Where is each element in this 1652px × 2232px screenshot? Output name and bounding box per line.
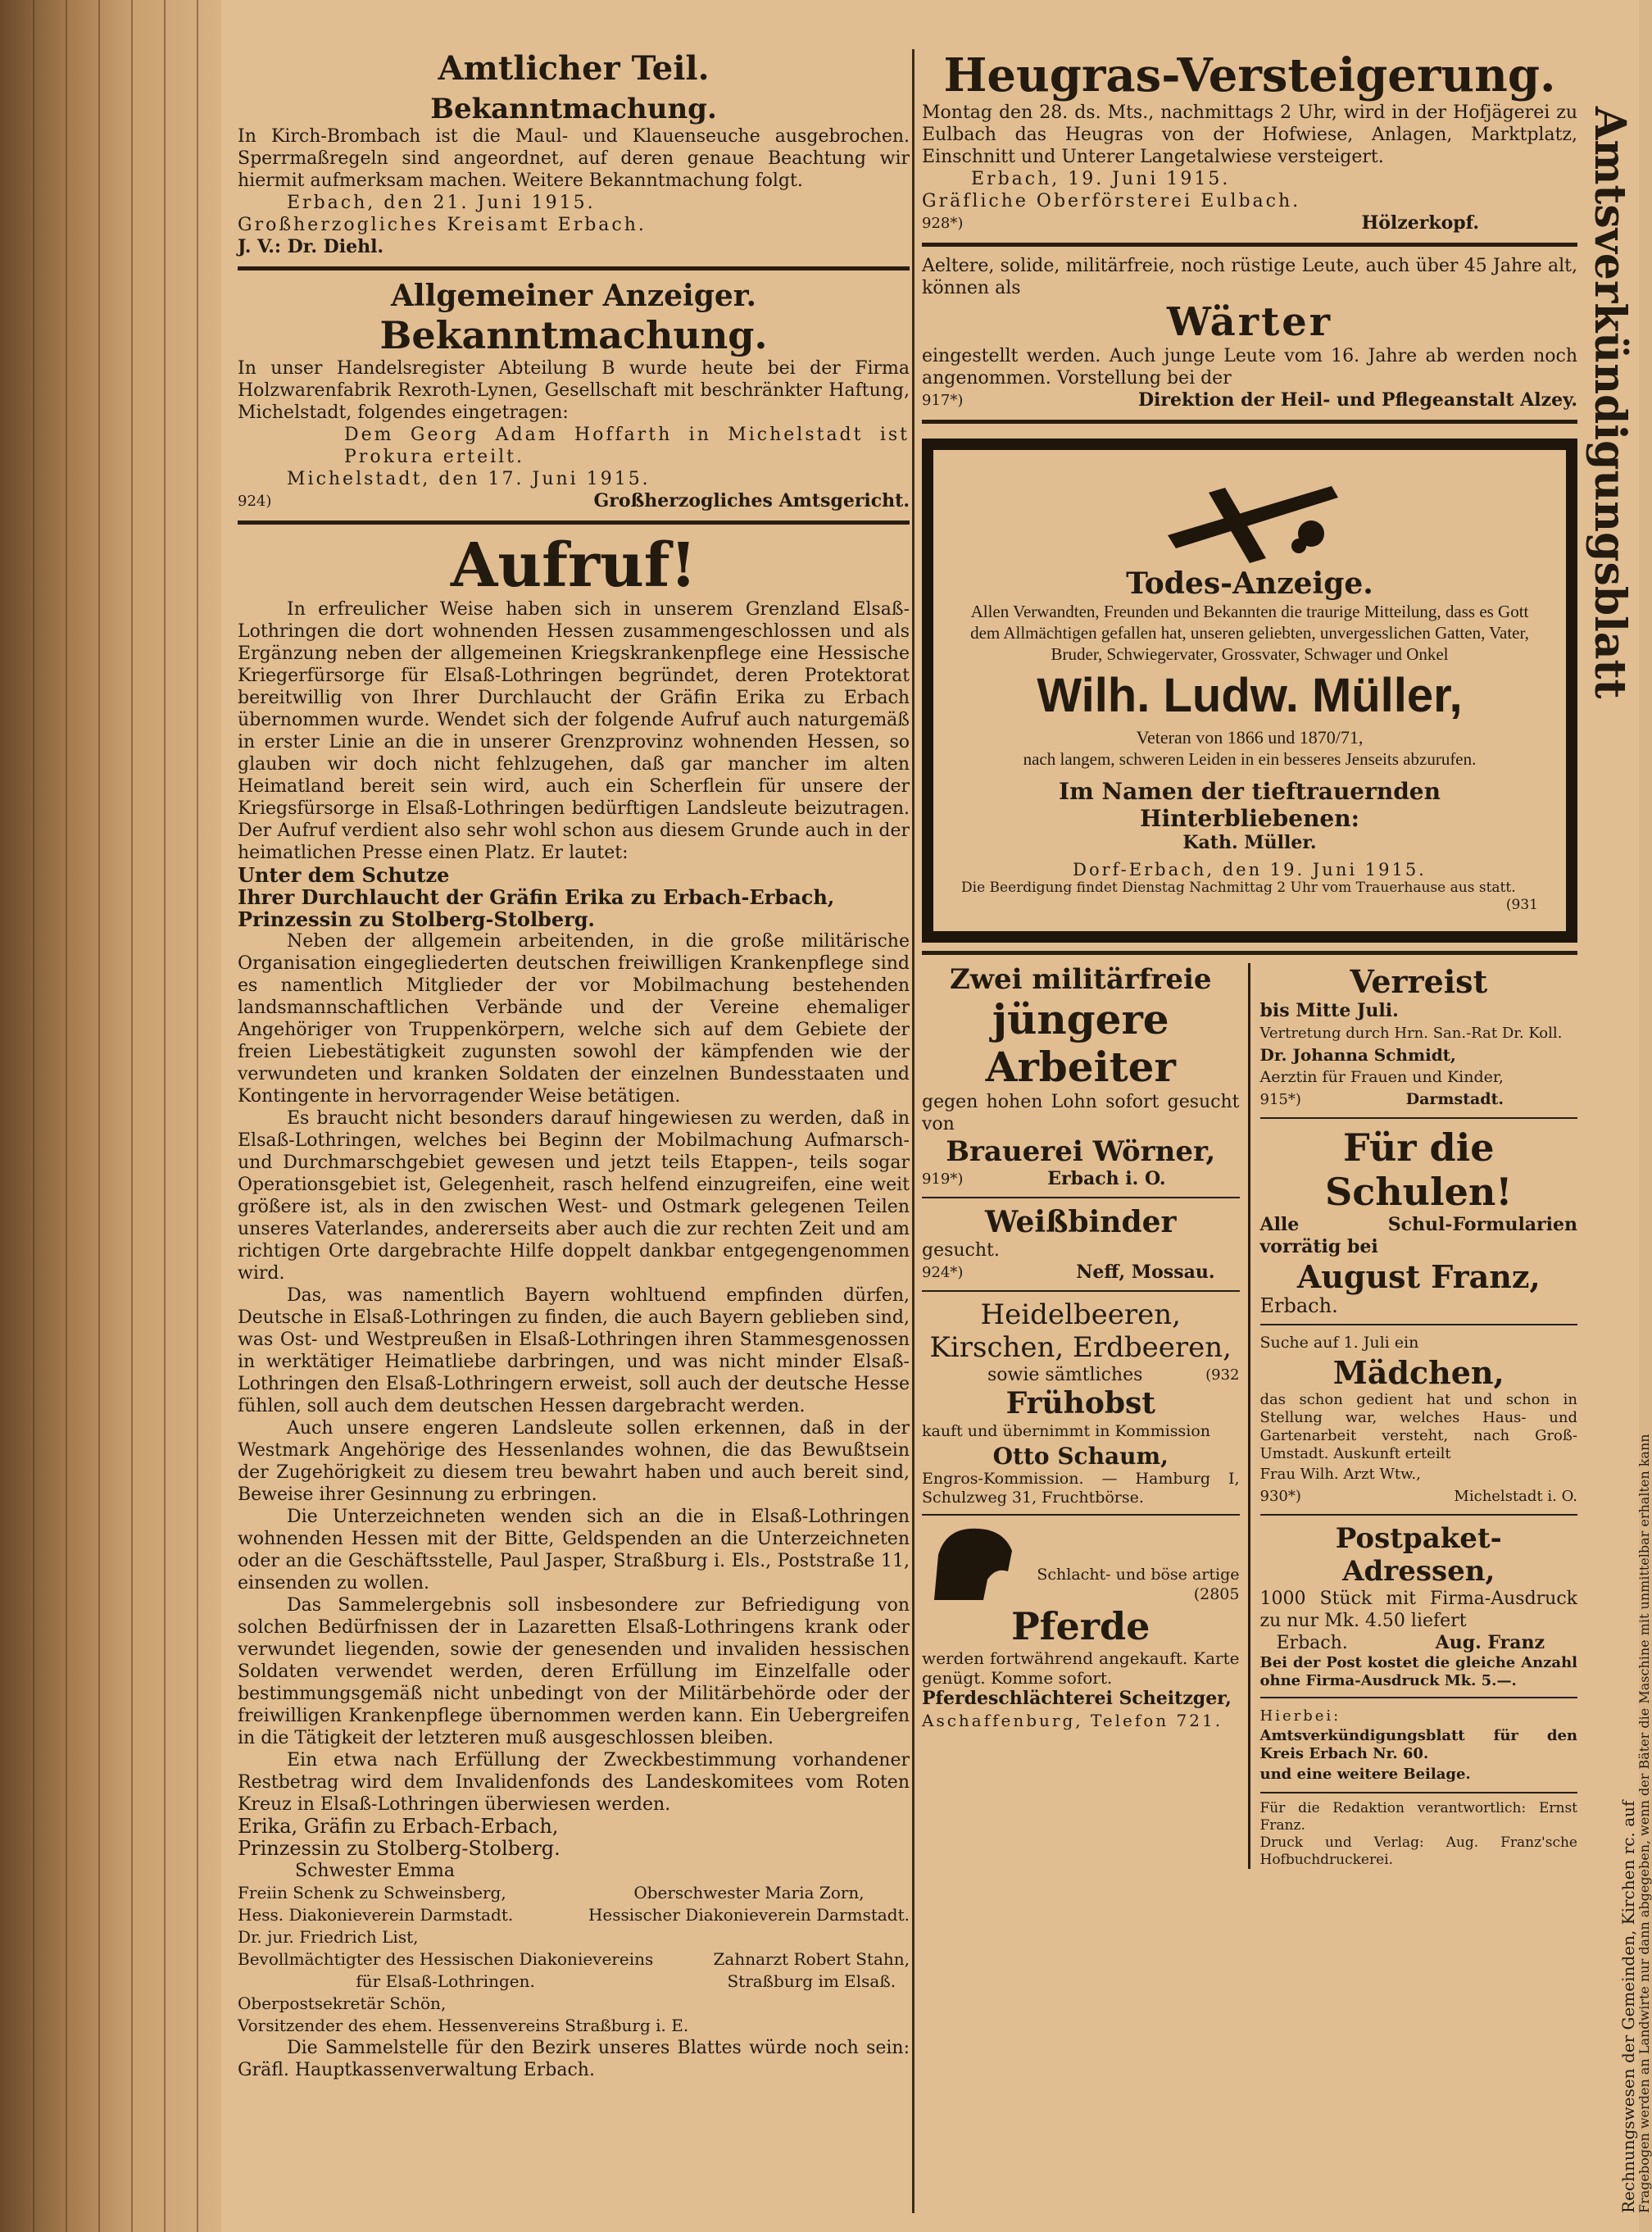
verreist-name: Dr. Johanna Schmidt, bbox=[1259, 1045, 1456, 1065]
aufruf-subheading-1: Unter dem Schutze bbox=[238, 863, 450, 887]
next-page-strip bbox=[1585, 98, 1652, 2230]
heugras-heading: Heugras-Versteigerung. bbox=[943, 48, 1556, 102]
hierbei-text2: und eine weitere Beilage. bbox=[1259, 1766, 1471, 1783]
ad-rule bbox=[922, 1197, 1240, 1198]
signature-schoen-role: Vorsitzender des ehem. Hessenvereins Straßburg i. E. bbox=[238, 2016, 689, 2035]
ad-rule bbox=[922, 1290, 1240, 1292]
ad-rule bbox=[1260, 1324, 1578, 1325]
bekanntmachung2-heading: Bekanntmachung. bbox=[379, 313, 768, 357]
maedchen-number: 930*) bbox=[1259, 1488, 1301, 1505]
schulen-heading: Für die Schulen! bbox=[1325, 1125, 1513, 1214]
pferde-intro: Schlacht- und böse artige bbox=[1037, 1566, 1240, 1584]
bekanntmachung1-place: Erbach, den 21. Juni 1915. bbox=[287, 193, 596, 213]
heidel-heading3: Frühobst bbox=[1005, 1386, 1155, 1421]
heidel-text: sowie sämtliches bbox=[987, 1365, 1143, 1385]
schulen-text: Alle Schul-Formularien vorrätig bei bbox=[1259, 1214, 1577, 1257]
heidel-text2: kauft und übernimmt in Kommission bbox=[922, 1422, 1211, 1440]
vertical-note: Rechnungswesen der Gemeinden, Kirchen rc. auf bbox=[1618, 1800, 1638, 2213]
bekanntmachung2-text2: Dem Georg Adam Hoffarth in Michelstadt ist Prokura erteilt. bbox=[344, 425, 910, 467]
weissbinder-text: gesucht. bbox=[922, 1240, 1000, 1261]
todesanzeige-box bbox=[922, 439, 1577, 943]
pferde-address: Aschaffenburg, Telefon 721. bbox=[922, 1711, 1223, 1730]
book-binding bbox=[0, 0, 221, 2232]
heugras-place: Erbach, 19. Juni 1915. bbox=[971, 169, 1231, 189]
arbeiter-place: Erbach i. O. bbox=[1047, 1168, 1166, 1189]
waerter-text: eingestellt werden. Auch junge Leute vom 16. Jahre ab werden noch angenommen. Vorstellung bei der bbox=[922, 346, 1577, 389]
horse-head-icon bbox=[922, 1522, 1020, 1604]
arbeiter-intro: Zwei militärfreie bbox=[949, 963, 1212, 996]
signature-zorn-org: Hessischer Diakonieverein Darmstadt. bbox=[588, 1905, 910, 1925]
bekanntmachung2-text: In unser Handelsregister Abteilung B wurde heute bei der Firma Holzwarenfabrik Rexroth-Lynen, Gesellschaft mit beschränkter Haftung, Michelstadt, folgendes eingetragen: bbox=[238, 358, 910, 423]
todesanzeige-veteran: Veteran von 1866 und 1870/71, bbox=[1136, 727, 1364, 748]
weissbinder-heading: Weißbinder bbox=[985, 1205, 1177, 1239]
weissbinder-number: 924*) bbox=[922, 1264, 964, 1281]
deceased-name: Wilh. Ludw. Müller, bbox=[1037, 669, 1463, 722]
arbeiter-firm: Brauerei Wörner, bbox=[946, 1135, 1216, 1168]
verreist-heading: Verreist bbox=[1350, 963, 1488, 1000]
pferde-number: (2805 bbox=[1193, 1585, 1240, 1603]
todesanzeige-heading: Todes-Anzeige. bbox=[1126, 566, 1373, 601]
heugras-signature: Hölzerkopf. bbox=[1361, 212, 1479, 234]
section-rule bbox=[922, 420, 1577, 424]
arbeiter-heading: jüngere Arbeiter bbox=[985, 995, 1176, 1091]
aufruf-paragraph-8: Ein etwa nach Erfüllung der Zweckbestimmung vorhandener Restbetrag wird dem Invalidenfonds des Landeskomitees vom Roten Kreuz in Elsaß-Lothringen überwiesen werden. bbox=[238, 1750, 910, 1815]
druck-line: Druck und Verlag: Aug. Franz'sche Hofbuchdruckerei. bbox=[1259, 1834, 1577, 1868]
signature-schoen: Oberpostsekretär Schön, bbox=[238, 1993, 447, 2013]
verreist-role: Aerztin für Frauen und Kinder, bbox=[1259, 1068, 1504, 1086]
verreist-date: bis Mitte Juli. bbox=[1259, 1000, 1399, 1021]
bekanntmachung1-authority: Großherzogliches Kreisamt Erbach. bbox=[238, 215, 647, 235]
section-rule bbox=[238, 266, 910, 270]
bekanntmachung2-place: Michelstadt, den 17. Juni 1915. bbox=[287, 469, 651, 489]
signature-schenk: Freiin Schenk zu Schweinsberg, bbox=[238, 1883, 506, 1902]
ad-rule bbox=[1260, 1697, 1578, 1698]
verreist-number: 915*) bbox=[1259, 1091, 1301, 1108]
todesanzeige-namen: Im Namen der tieftrauernden Hinterbliebenen: bbox=[1059, 778, 1441, 832]
bekanntmachung2-signature: Großherzogliches Amtsgericht. bbox=[593, 490, 910, 511]
todesanzeige-number: (931 bbox=[1505, 897, 1538, 913]
ad-rule bbox=[1260, 1514, 1578, 1516]
signature-erika: Erika, Gräfin zu Erbach-Erbach, bbox=[238, 1815, 559, 1838]
postpaket-place: Erbach. bbox=[1276, 1633, 1348, 1653]
waerter-intro: Aeltere, solide, militärfreie, noch rüstige Leute, auch über 45 Jahre alt, können als bbox=[922, 256, 1577, 298]
aufruf-paragraph-1: In erfreulicher Weise haben sich in unserem Grenzland Elsaß-Lothringen die dort wohnenden Hessen zusammengeschlossen und als Ergänzung neben der allgemeinen Kriegskrankenpflege eine Hessische Kriegerfürsorge für Elsaß-Lothringen begründet, deren Protektorat bereitwillig von Ihrer Durchlaucht der Gräfin Erika zu Erbach übernommen wurde. Wendet sich der folgende Aufruf auch naturgemäß in erster Linie an die in unserer Grenzprovinz wohnenden Hessen, so glauben wir doch nicht fehlzugehen, daß gar mancher im alten Heimatland bereit sein wird, auch ein Scherflein für unsere der Kriegsfürsorge in Elsaß-Lothringen bedürftigen Landsleute beizutragen. Der Aufruf verdient also sehr wohl schon aus diesem Grunde auch in der heimatlichen Presse einen Platz. Er lautet: bbox=[238, 599, 910, 863]
arbeiter-number: 919*) bbox=[922, 1171, 964, 1188]
aufruf-paragraph-6: Die Unterzeichneten wenden sich an die in Elsaß-Lothringen wohnenden Hessen mit der Bitte, Geldspenden an die Unterzeichneten oder an die Geschäftsstelle, Paul Jasper, Straßburg i. Els., Poststraße 11, einsenden zu wollen. bbox=[238, 1507, 910, 1593]
pferde-text: werden fortwährend angekauft. Karte genügt. Komme sofort. bbox=[922, 1648, 1240, 1688]
todesanzeige-text: Allen Verwandten, Freunden und Bekannten die traurige Mitteilung, dass es Gott dem Allmächtigen gefallen hat, unseren geliebten, unvergesslichen Gatten, Vater, Bruder, Schwiegervater, Grossvater, Schwager und Onkel bbox=[970, 602, 1529, 664]
bekanntmachung2-number: 924) bbox=[238, 493, 272, 510]
ad-rule bbox=[1260, 1117, 1578, 1119]
maedchen-signature: Frau Wilh. Arzt Wtw., bbox=[1259, 1466, 1421, 1483]
heidel-heading2: Kirschen, Erdbeeren, bbox=[929, 1331, 1232, 1364]
waerter-number: 917*) bbox=[922, 392, 964, 409]
signature-list: Dr. jur. Friedrich List, bbox=[238, 1927, 419, 1947]
aufruf-heading: Aufruf! bbox=[450, 530, 697, 601]
section-rule bbox=[238, 520, 910, 525]
maedchen-intro: Suche auf 1. Juli ein bbox=[1259, 1334, 1419, 1352]
hierbei-text: Amtsverkündigungsblatt für den Kreis Erbach Nr. 60. bbox=[1259, 1727, 1577, 1762]
column-divider bbox=[912, 49, 914, 2213]
cross-icon bbox=[1143, 476, 1356, 566]
heidel-address: Engros-Kommission. — Hamburg I, Schulzweg 31, Fruchtbörse. bbox=[922, 1470, 1240, 1507]
maedchen-heading: Mädchen, bbox=[1332, 1354, 1504, 1391]
section-rule bbox=[922, 951, 1577, 955]
vertical-note-2: Fragebogen werden an Landwirte nur dann abgegeben, wenn der Bäter die Maschine mit unmittelbar erhalten kann bbox=[1636, 1434, 1652, 2213]
amtlicher-heading: Amtlicher Teil. bbox=[438, 49, 710, 88]
schulen-place: Erbach. bbox=[1259, 1294, 1338, 1317]
small-ads-grid bbox=[922, 963, 1577, 1869]
maedchen-text: das schon gedient hat und schon in Stellung war, welches Haus- und Gartenarbeit versteht, nach Groß-Umstadt. Auskunft erteilt bbox=[1259, 1391, 1577, 1462]
aufruf-paragraph-4: Das, was namentlich Bayern wohltuend empfinden dürfen, Deutsche in Elsaß-Lothringen zu finden, die auch Bayern geblieben sind, was Ost- und Westpreußen in Elsaß-Lothringen ihren Stammesgenossen in werktätiger Heimatliebe darbringen, und was nicht minder Elsaß-Lothringen den Elsaß-Lothringern erweist, soll auch der deutsche Hesse fühlen, soll auch dem deutschen Hessen dargebracht werden. bbox=[238, 1285, 910, 1416]
small-ads-right bbox=[1250, 963, 1578, 1869]
bekanntmachung1-signature: J. V.: Dr. Diehl. bbox=[238, 236, 384, 257]
postpaket-heading: Postpaket-Adressen, bbox=[1335, 1522, 1502, 1588]
verreist-text: Vertretung durch Hrn. San.-Rat Dr. Koll. bbox=[1259, 1025, 1563, 1042]
signature-emma: Schwester Emma bbox=[295, 1861, 455, 1881]
verreist-place: Darmstadt. bbox=[1405, 1090, 1504, 1108]
aufruf-closing: Die Sammelstelle für den Bezirk unseres Blattes würde noch sein: Gräfl. Hauptkassenverwaltung Erbach. bbox=[238, 2038, 910, 2080]
signature-stahn: Zahnarzt Robert Stahn, bbox=[713, 1949, 910, 1969]
left-column bbox=[238, 49, 910, 2081]
pferde-firm: Pferdeschlächterei Scheitzger, bbox=[922, 1688, 1232, 1709]
heidel-heading: Heidelbeeren, bbox=[980, 1298, 1181, 1331]
arbeiter-text: gegen hohen Lohn sofort gesucht von bbox=[922, 1092, 1240, 1134]
todesanzeige-text2: nach langem, schweren Leiden in ein besseres Jenseits abzurufen. bbox=[1023, 749, 1477, 769]
waerter-signature: Direktion der Heil- und Pflegeanstalt Alzey. bbox=[1137, 389, 1577, 411]
small-ads-left bbox=[922, 963, 1250, 1869]
postpaket-note: Bei der Post kostet die gleiche Anzahl ohne Firma-Ausdruck Mk. 5.—. bbox=[1259, 1654, 1577, 1689]
aufruf-subheading-3: Prinzessin zu Stolberg-Stolberg. bbox=[238, 907, 595, 931]
postpaket-text: 1000 Stück mit Firma-Ausdruck zu nur Mk. 4.50 liefert bbox=[1259, 1589, 1577, 1631]
maedchen-place: Michelstadt i. O. bbox=[1454, 1488, 1577, 1505]
heugras-text: Montag den 28. ds. Mts., nachmittags 2 Uhr, wird in der Hofjägerei zu Eulbach das Heugras von der Hofwiese, Anlagen, Marktplatz, Einschnitt und Unterer Langetalwiese versteigert. bbox=[922, 102, 1577, 167]
hierbei-label: Hierbei: bbox=[1259, 1707, 1341, 1725]
heidel-firm: Otto Schaum, bbox=[992, 1443, 1169, 1470]
heugras-number: 928*) bbox=[922, 215, 964, 232]
signature-zorn: Oberschwester Maria Zorn, bbox=[633, 1883, 865, 1902]
anzeiger-heading: Allgemeiner Anzeiger. bbox=[390, 279, 756, 313]
aufruf-paragraph-5: Auch unsere engeren Landsleute sollen erkennen, daß in der Westmark Angehörige des Hessenlandes wohnen, die das Bewußtsein der Zugehörigkeit zu diesem treu bewahrt haben und auch bereit sind, Beweise ihrer Gesinnung zu erbringen. bbox=[238, 1418, 910, 1505]
ad-rule bbox=[1260, 1792, 1578, 1793]
section-rule bbox=[922, 243, 1577, 247]
heugras-authority: Gräfliche Oberförsterei Eulbach. bbox=[922, 191, 1301, 211]
waerter-heading: Wärter bbox=[1166, 299, 1333, 345]
signature-list-role: Bevollmächtigter des Hessischen Diakonievereins bbox=[238, 1949, 654, 1969]
aufruf-paragraph-3: Es braucht nicht besonders darauf hingewiesen zu werden, daß in Elsaß-Lothringen, welches bei Beginn der Mobilmachung Aufmarsch- und Durchmarschgebiet gewesen und jetzt teils Etappen-, teils sogar Operationsgebiet ist, Gelegenheit, rasch helfend einzugreifen, eine weit größere ist, als in den zwischen West- und Ostmark gelegenen Teilen unseres Vaterlandes, andererseits aber auch die zur rechten Zeit und am richtigen Orte dargebrachte Hilfe doppelt dankbar entgegengenommen wird. bbox=[238, 1108, 910, 1284]
aufruf-paragraph-7: Das Sammelergebnis soll insbesondere zur Befriedigung von solchen Bedürfnissen der in Lazaretten Elsaß-Lothringens krank oder verwundet liegenden, sowie der genesenden und invaliden hessischen Soldaten verwendet werden, deren Erfüllung im Einzelfalle oder bestimmungsgemäß nicht unbedingt von der Militärbehörde oder der freiwilligen Krankenpflege übernommen werden kann. Ein Uebergreifen in die Tätigkeit der letzteren muß ausgeschlossen bleiben. bbox=[238, 1595, 910, 1748]
heidel-number: (932 bbox=[1205, 1366, 1240, 1384]
signature-schenk-org: Hess. Diakonieverein Darmstadt. bbox=[238, 1905, 514, 1925]
aufruf-paragraph-2: Neben der allgemein arbeitenden, in die große militärische Organisation eingegliederten deutschen freiwilligen Krankenpflege sind es namentlich Mitglieder der vor Mobilmachung bestehenden landsmannschaftlichen Verbände und der Vereine ehemaliger Angehöriger von Truppenkörpern, welche sich auf dem Gebiete der freien Liebestätigkeit zugunsten sowohl der kämpfenden wie der verwundeten und kranken Soldaten der einzelnen Bundesstaaten und Kontingente in hervorragender Weise betätigen. bbox=[238, 931, 910, 1107]
aufruf-subheading-2: Ihrer Durchlaucht der Gräfin Erika zu Erbach-Erbach, bbox=[238, 885, 835, 909]
right-column bbox=[922, 49, 1577, 1869]
masthead-vertical: Amtsverkündigungsblatt bbox=[1585, 107, 1635, 699]
signature-stahn-place: Straßburg im Elsaß. bbox=[727, 1971, 896, 1991]
redaktion-line: Für die Redaktion verantwortlich: Ernst Franz. bbox=[1259, 1800, 1577, 1834]
weissbinder-signature: Neff, Mossau. bbox=[1076, 1261, 1215, 1283]
postpaket-firm: Aug. Franz bbox=[1435, 1632, 1545, 1653]
todesanzeige-burial: Die Beerdigung findet Dienstag Nachmittag 2 Uhr vom Trauerhause aus statt. bbox=[961, 880, 1516, 896]
signature-list-region: für Elsaß-Lothringen. bbox=[356, 1971, 535, 1991]
todesanzeige-place: Dorf-Erbach, den 19. Juni 1915. bbox=[1073, 860, 1427, 880]
bekanntmachung1-text: In Kirch-Brombach ist die Maul- und Klauenseuche ausgebrochen. Sperrmaßregeln sind angeordnet, auf deren genaue Beachtung wir hiermit aufmerksam machen. Weitere Bekanntmachung folgt. bbox=[238, 126, 910, 191]
todesanzeige-signature: Kath. Müller. bbox=[1182, 832, 1317, 853]
pferde-heading: Pferde bbox=[1011, 1604, 1150, 1648]
signature-prinzessin: Prinzessin zu Stolberg-Stolberg. bbox=[238, 1837, 560, 1860]
schulen-firm: August Franz, bbox=[1296, 1258, 1541, 1295]
ad-rule bbox=[922, 1514, 1240, 1516]
bekanntmachung1-heading: Bekanntmachung. bbox=[430, 93, 717, 125]
